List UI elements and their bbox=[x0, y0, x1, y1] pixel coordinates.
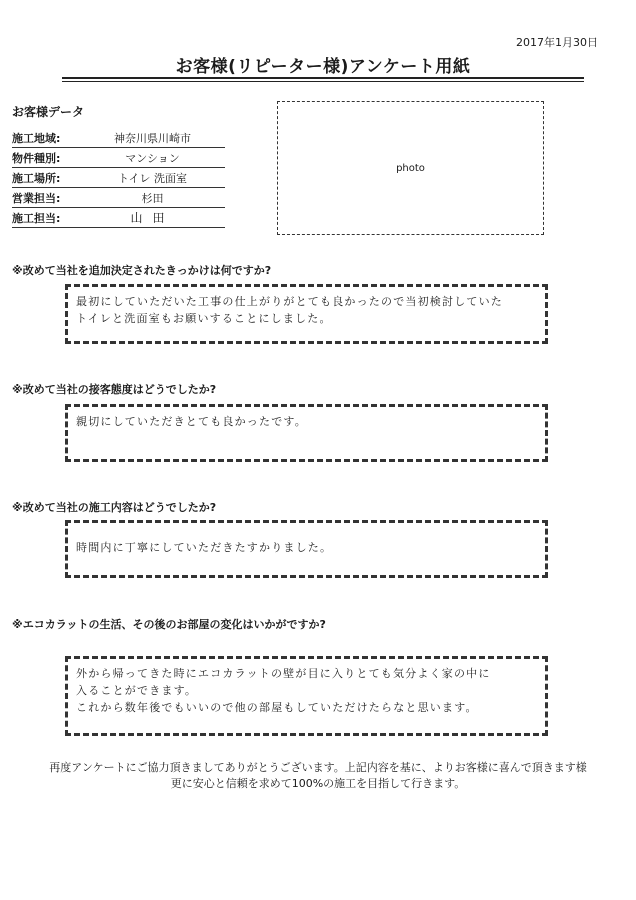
answer-line: 親切にしていただきとても良かったです。 bbox=[76, 415, 307, 428]
closing-message bbox=[0, 760, 636, 792]
question-3: ※改めて当社の施工内容はどうでしたか? bbox=[12, 501, 217, 514]
info-label: 施工担当: bbox=[12, 212, 61, 225]
info-label: 営業担当: bbox=[12, 192, 61, 205]
answer-line: トイレと洗面室もお願いすることにしました。 bbox=[76, 312, 332, 325]
page-title: お客様(リピーター様)アンケート用紙 bbox=[175, 57, 471, 77]
question-2: ※改めて当社の接客態度はどうでしたか? bbox=[12, 383, 217, 396]
answer-box-4 bbox=[65, 656, 548, 736]
photo-label: photo bbox=[396, 162, 425, 174]
customer-data-heading: お客様データ bbox=[12, 105, 85, 119]
closing-line-1: 再度アンケートにご協力頂きましてありがとうございます。上記内容を基に、よりお客様に喜んで頂きます様 bbox=[49, 761, 587, 774]
title-divider bbox=[62, 77, 584, 79]
info-value-handwritten: 山田 bbox=[130, 211, 175, 225]
answer-box-2 bbox=[65, 404, 548, 462]
info-value: マンション bbox=[125, 152, 180, 165]
info-value: 杉田 bbox=[141, 192, 164, 205]
info-label: 物件種別: bbox=[12, 152, 61, 165]
customer-info-table bbox=[12, 130, 225, 228]
info-row-sales-rep bbox=[12, 190, 225, 208]
title-divider-thin bbox=[62, 81, 584, 82]
answer-line: 最初にしていただいた工事の仕上がりがとても良かったので当初検討していた bbox=[76, 295, 503, 308]
answer-line: 時間内に丁寧にしていただきたすかりました。 bbox=[76, 541, 333, 554]
question-4: ※エコカラットの生活、その後のお部屋の変化はいかがですか? bbox=[12, 618, 326, 631]
answer-line: 外から帰ってきた時にエコカラットの壁が目に入りとても気分よく家の中に bbox=[76, 667, 491, 680]
photo-placeholder bbox=[277, 101, 544, 235]
info-row-property-type bbox=[12, 150, 225, 168]
info-row-location bbox=[12, 170, 225, 188]
question-1: ※改めて当社を追加決定されたきっかけは何ですか? bbox=[12, 264, 272, 277]
answer-line: これから数年後でもいいので他の部屋もしていただけたらなと思います。 bbox=[76, 701, 478, 714]
info-value: トイレ 洗面室 bbox=[118, 172, 187, 185]
info-label: 施工場所: bbox=[12, 172, 61, 185]
closing-line-2: 更に安心と信頼を求めて100%の施工を目指して行きます。 bbox=[170, 777, 466, 790]
survey-date: 2017年1月30日 bbox=[516, 36, 598, 49]
info-label: 施工地域: bbox=[12, 132, 61, 145]
answer-box-1 bbox=[65, 284, 548, 344]
info-row-region bbox=[12, 130, 225, 148]
info-row-construction-rep bbox=[12, 210, 225, 228]
answer-box-3 bbox=[65, 520, 548, 578]
info-value: 神奈川県川崎市 bbox=[114, 132, 191, 145]
answer-line: 入ることができます。 bbox=[76, 684, 198, 697]
